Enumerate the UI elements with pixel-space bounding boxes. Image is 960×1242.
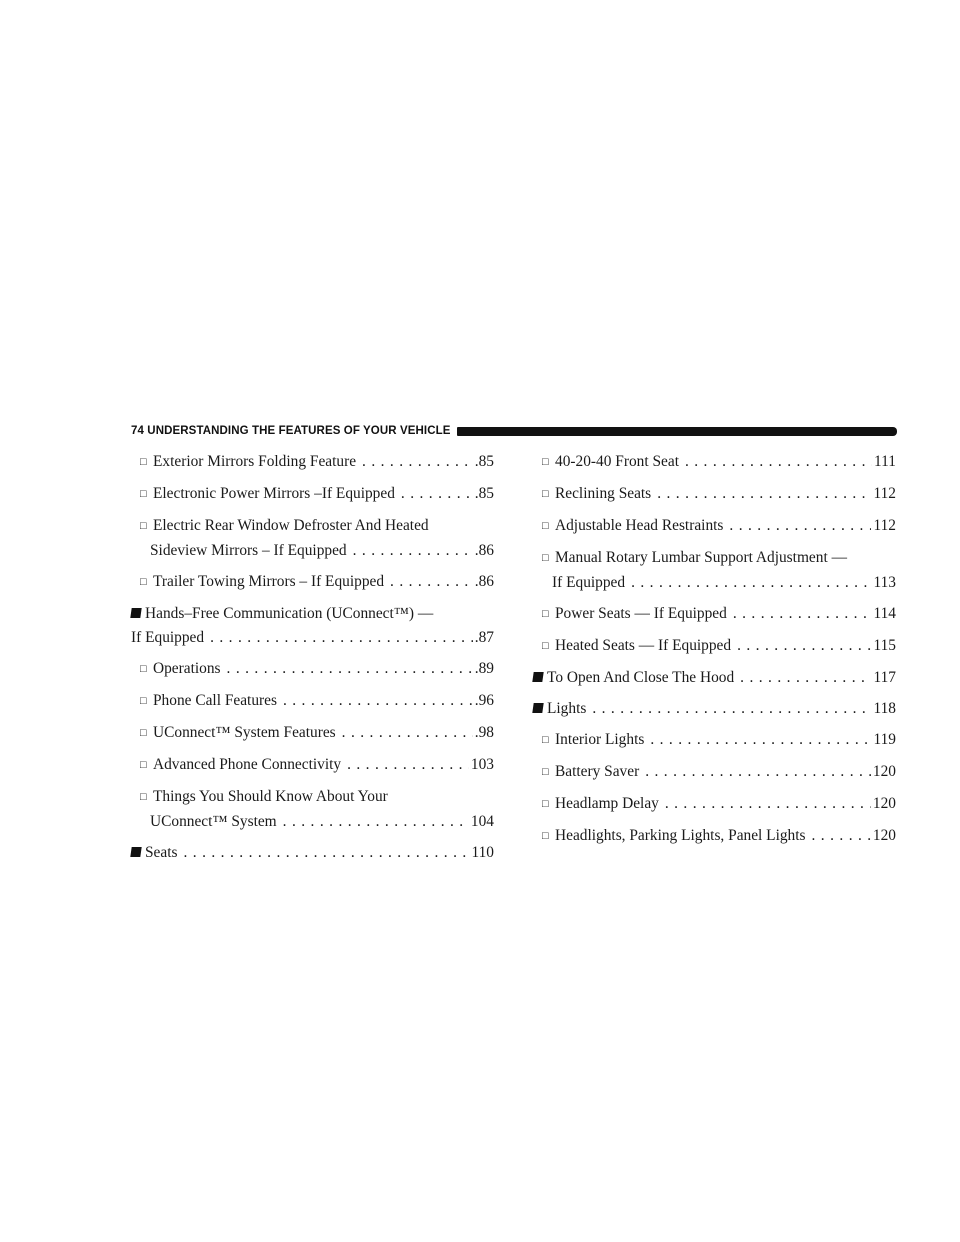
- toc-entry[interactable]: [131, 657, 494, 682]
- hollow-square-bullet-icon: □: [542, 734, 549, 746]
- page-header-text: 74 UNDERSTANDING THE FEATURES OF YOUR VEHICLE: [131, 425, 451, 437]
- dot-leader: [685, 450, 872, 474]
- toc-entry-title: Electronic Power Mirrors –If Equipped: [153, 485, 395, 502]
- hollow-square-bullet-icon: □: [140, 520, 147, 532]
- toc-entry-page: 115: [873, 637, 896, 654]
- toc-entry-page: 118: [873, 700, 896, 717]
- toc-entry-title: If Equipped: [131, 629, 205, 646]
- toc-entry-page: .89: [474, 660, 494, 677]
- toc-entry-title: Things You Should Know About Your: [153, 788, 388, 805]
- toc-entry[interactable]: [131, 602, 494, 650]
- dot-leader: [390, 570, 473, 594]
- toc-entry-line: [542, 514, 896, 539]
- dot-leader: [401, 482, 473, 506]
- toc-entry-page: 120: [872, 827, 896, 844]
- toc-entry[interactable]: [533, 666, 896, 690]
- toc-entry-line: [140, 785, 494, 810]
- toc-entry-line: [542, 728, 896, 753]
- toc-entry[interactable]: [131, 785, 494, 834]
- toc-entry[interactable]: [533, 450, 896, 475]
- toc-entry-page: 120: [872, 795, 896, 812]
- toc-entry[interactable]: [533, 760, 896, 785]
- toc-entry-line: [542, 546, 896, 571]
- toc-entry-page: 104: [470, 813, 494, 830]
- toc-entry[interactable]: [533, 634, 896, 659]
- toc-entry-page: 103: [470, 756, 494, 773]
- toc-entry-line: [140, 810, 494, 834]
- toc-entry-title: Headlights, Parking Lights, Panel Lights: [555, 827, 806, 844]
- toc-entry-line: [140, 539, 494, 563]
- dot-leader: [347, 753, 469, 777]
- toc-entry-line: [140, 514, 494, 539]
- toc-entry-page: .98: [474, 724, 494, 741]
- toc-entry-title: If Equipped: [552, 574, 626, 591]
- hollow-square-bullet-icon: □: [140, 663, 147, 675]
- filled-square-bullet-icon: [130, 608, 141, 618]
- toc-entry[interactable]: [533, 824, 896, 849]
- toc-entry[interactable]: [131, 753, 494, 778]
- dot-leader: [631, 571, 871, 595]
- dot-leader: [740, 666, 871, 690]
- toc-column-left: [131, 450, 494, 872]
- toc-entry-line: [140, 753, 494, 778]
- toc-entry-line: [140, 450, 494, 475]
- hollow-square-bullet-icon: □: [542, 608, 549, 620]
- header-rule: [457, 427, 897, 436]
- toc-column-right: [533, 450, 896, 856]
- toc-entry-page: .86: [474, 542, 494, 559]
- toc-entry-line: [131, 602, 494, 626]
- hollow-square-bullet-icon: □: [140, 727, 147, 739]
- hollow-square-bullet-icon: □: [140, 759, 147, 771]
- toc-entry[interactable]: [533, 602, 896, 627]
- dot-leader: [362, 450, 473, 474]
- toc-entry-title: Hands–Free Communication (UConnect™) —: [145, 605, 434, 622]
- hollow-square-bullet-icon: □: [542, 488, 549, 500]
- toc-entry-line: [533, 666, 896, 690]
- toc-entry[interactable]: [533, 728, 896, 753]
- filled-square-bullet-icon: [130, 847, 141, 857]
- hollow-square-bullet-icon: □: [140, 695, 147, 707]
- toc-entry-title: Interior Lights: [555, 731, 645, 748]
- hollow-square-bullet-icon: □: [542, 830, 549, 842]
- toc-entry-page: .96: [474, 692, 494, 709]
- dot-leader: [657, 482, 871, 506]
- toc-entry-page: 114: [873, 605, 896, 622]
- toc-entry[interactable]: [131, 841, 494, 865]
- toc-entry[interactable]: [131, 689, 494, 714]
- toc-entry-title: Trailer Towing Mirrors – If Equipped: [153, 573, 385, 590]
- toc-entry-line: [542, 634, 896, 659]
- toc-entry-title: Seats: [145, 844, 178, 861]
- hollow-square-bullet-icon: □: [542, 798, 549, 810]
- toc-entry-page: 117: [873, 669, 896, 686]
- toc-entry-page: 119: [873, 731, 896, 748]
- hollow-square-bullet-icon: □: [542, 766, 549, 778]
- dot-leader: [645, 760, 871, 784]
- toc-entry-line: [140, 657, 494, 682]
- toc-entry-page: 111: [874, 453, 896, 470]
- toc-entry-title: Manual Rotary Lumbar Support Adjustment —: [555, 549, 847, 566]
- dot-leader: [283, 810, 469, 834]
- toc-entry-title: Power Seats — If Equipped: [555, 605, 727, 622]
- toc-entry-page: .86: [474, 573, 494, 590]
- hollow-square-bullet-icon: □: [542, 640, 549, 652]
- toc-entry-line: [542, 571, 896, 595]
- toc-entry-line: [542, 792, 896, 817]
- toc-entry-page: .87: [474, 629, 494, 646]
- dot-leader: [184, 841, 470, 865]
- toc-entry-title: Battery Saver: [555, 763, 640, 780]
- toc-entry-line: [542, 824, 896, 849]
- hollow-square-bullet-icon: □: [542, 520, 549, 532]
- toc-entry[interactable]: [533, 792, 896, 817]
- toc-entry[interactable]: [533, 546, 896, 595]
- toc-entry-title: Operations: [153, 660, 221, 677]
- toc-entry-title: Headlamp Delay: [555, 795, 659, 812]
- dot-leader: [353, 539, 473, 563]
- toc-entry-title: Advanced Phone Connectivity: [153, 756, 342, 773]
- dot-leader: [342, 721, 473, 745]
- dot-leader: [733, 602, 872, 626]
- toc-entry-title: Electric Rear Window Defroster And Heated: [153, 517, 429, 534]
- hollow-square-bullet-icon: □: [542, 456, 549, 468]
- dot-leader: [729, 514, 871, 538]
- dot-leader: [650, 728, 871, 752]
- toc-entry-title: Reclining Seats: [555, 485, 652, 502]
- toc-entry-page: 110: [471, 844, 494, 861]
- filled-square-bullet-icon: [532, 703, 543, 713]
- toc-entry[interactable]: [533, 514, 896, 539]
- toc-entry-page: 113: [873, 574, 896, 591]
- toc-entry-line: [140, 482, 494, 507]
- toc-entry-title: Exterior Mirrors Folding Feature: [153, 453, 357, 470]
- toc-entry-line: [140, 721, 494, 746]
- dot-leader: [227, 657, 473, 681]
- toc-entry-line: [131, 626, 494, 650]
- dot-leader: [665, 792, 871, 816]
- toc-entry[interactable]: [131, 514, 494, 563]
- hollow-square-bullet-icon: □: [140, 488, 147, 500]
- toc-entry[interactable]: [131, 721, 494, 746]
- toc-entry[interactable]: [131, 482, 494, 507]
- page-header: [131, 423, 897, 439]
- dot-leader: [283, 689, 473, 713]
- toc-entry-line: [542, 760, 896, 785]
- toc-entry-title: To Open And Close The Hood: [547, 669, 735, 686]
- hollow-square-bullet-icon: □: [140, 791, 147, 803]
- toc-entry-title: Phone Call Features: [153, 692, 277, 709]
- toc-entry-page: 120: [872, 763, 896, 780]
- toc-entry-line: [131, 841, 494, 865]
- dot-leader: [592, 697, 871, 721]
- toc-entry[interactable]: [533, 482, 896, 507]
- toc-entry-title: 40-20-40 Front Seat: [555, 453, 679, 470]
- toc-entry-title: Heated Seats — If Equipped: [555, 637, 732, 654]
- dot-leader: [210, 626, 473, 650]
- toc-entry-title: Sideview Mirrors – If Equipped: [150, 542, 347, 559]
- dot-leader: [812, 824, 871, 848]
- toc-entry-title: UConnect™ System: [150, 813, 277, 830]
- toc-entry-line: [542, 482, 896, 507]
- toc-entry-line: [533, 697, 896, 721]
- toc-entry-line: [542, 450, 896, 475]
- toc-entry-title: Adjustable Head Restraints: [555, 517, 724, 534]
- toc-entry-line: [140, 689, 494, 714]
- filled-square-bullet-icon: [532, 672, 543, 682]
- toc-entry[interactable]: [131, 570, 494, 595]
- toc-entry-title: UConnect™ System Features: [153, 724, 336, 741]
- hollow-square-bullet-icon: □: [140, 576, 147, 588]
- toc-entry-page: 112: [873, 517, 896, 534]
- toc-entry-page: .85: [474, 485, 494, 502]
- toc-entry-line: [140, 570, 494, 595]
- toc-entry-page: .85: [474, 453, 494, 470]
- toc-entry[interactable]: [533, 697, 896, 721]
- dot-leader: [737, 634, 871, 658]
- toc-entry-line: [542, 602, 896, 627]
- hollow-square-bullet-icon: □: [140, 456, 147, 468]
- hollow-square-bullet-icon: □: [542, 552, 549, 564]
- toc-entry-title: Lights: [547, 700, 587, 717]
- toc-entry-page: 112: [873, 485, 896, 502]
- toc-entry[interactable]: [131, 450, 494, 475]
